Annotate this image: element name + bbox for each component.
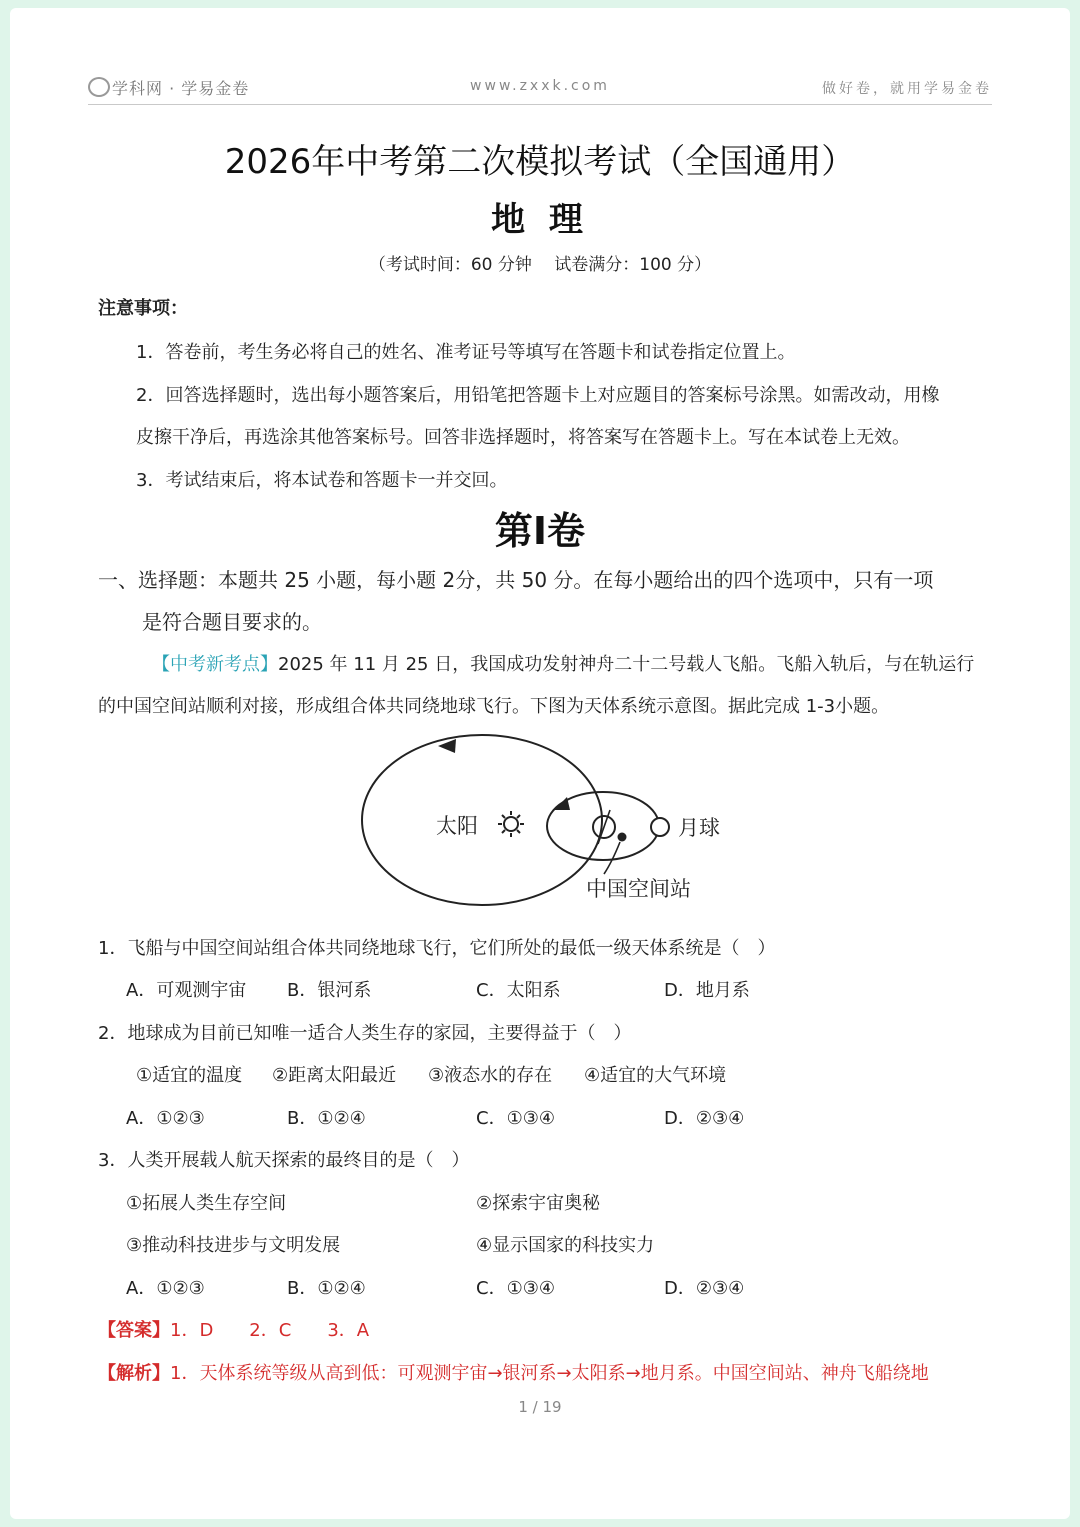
moon-icon	[651, 818, 669, 836]
logo-text: 学科网 · 学易金卷	[112, 79, 250, 98]
notice-item-1: 1．答卷前，考生务必将自己的姓名、准考证号等填写在答题卡和试卷指定位置上。	[136, 342, 796, 363]
question-3-stem: 3．人类开展载人航天探索的最终目的是（ ）	[98, 1150, 470, 1171]
analysis-tag: 【解析】	[98, 1363, 170, 1384]
question-1-option-c: C．太阳系	[476, 980, 561, 1001]
header-slogan: 做好卷，就用学易金卷	[822, 81, 992, 97]
exam-info: （考试时间：60 分钟 试卷满分：100 分）	[368, 255, 712, 275]
question-3-option-d: D．②③④	[664, 1278, 745, 1299]
intro-line-1	[152, 650, 974, 676]
exam-title: 2026年中考第二次模拟考试（全国通用）	[224, 142, 856, 182]
earth-orbit	[362, 735, 602, 905]
question-2-item-3: ③液态水的存在	[428, 1065, 553, 1086]
question-2-option-d: D．②③④	[664, 1108, 745, 1129]
question-1-option-a: A．可观测宇宙	[126, 980, 247, 1001]
intro-line-2: 的中国空间站顺利对接，形成组合体共同绕地球飞行。下图为天体系统示意图。据此完成 1-3小题。	[98, 696, 890, 717]
notice-item-2-cont: 皮擦干净后，再选涂其他答案标号。回答非选择题时，将答案写在答题卡上。写在本试卷上无效。	[136, 427, 910, 448]
page-number: 1 / 19	[518, 1398, 562, 1416]
station-label: 中国空间站	[586, 877, 691, 901]
answer-tag: 【答案】	[98, 1320, 170, 1341]
answer-text: 1．D 2．C 3．A	[170, 1320, 370, 1341]
section-heading-cont: 是符合题目要求的。	[142, 610, 322, 634]
sun-icon	[498, 811, 524, 837]
intro-text-1: 2025 年 11 月 25 日，我国成功发射神舟二十二号载人飞船。飞船入轨后，与在轨运行	[278, 654, 975, 675]
question-2-item-2: ②距离太阳最近	[272, 1065, 397, 1086]
question-3-item-3: ③推动科技进步与文明发展	[126, 1235, 341, 1256]
page-header	[88, 72, 992, 105]
question-2-option-b: B．①②④	[287, 1108, 366, 1129]
question-2-item-1: ①适宜的温度	[136, 1065, 243, 1086]
analysis-line	[98, 1359, 929, 1385]
question-3-option-c: C．①③④	[476, 1278, 555, 1299]
exam-subject: 地 理	[491, 200, 589, 240]
question-2-stem: 2．地球成为目前已知唯一适合人类生存的家园，主要得益于（ ）	[98, 1023, 632, 1044]
question-3-item-4: ④显示国家的科技实力	[476, 1235, 655, 1256]
intro-tag: 【中考新考点】	[152, 654, 278, 675]
question-2-item-4: ④适宜的大气环境	[584, 1065, 727, 1086]
question-3-item-2: ②探索宇宙奥秘	[476, 1193, 601, 1214]
header-url: www.zxxk.com	[470, 78, 610, 94]
volume-heading: 第Ⅰ卷	[494, 509, 586, 553]
sun-label: 太阳	[436, 814, 478, 838]
notice-heading: 注意事项：	[98, 298, 188, 319]
question-2-option-a: A．①②③	[126, 1108, 205, 1129]
question-2-option-c: C．①③④	[476, 1108, 555, 1129]
notice-item-3: 3．考试结束后，将本试卷和答题卡一并交回。	[136, 470, 508, 491]
space-station-icon	[618, 833, 627, 842]
question-1-option-d: D．地月系	[664, 980, 750, 1001]
moon-label: 月球	[678, 816, 720, 840]
answer-line	[98, 1316, 369, 1342]
question-1-stem: 1．飞船与中国空间站组合体共同绕地球飞行，它们所处的最低一级天体系统是（ ）	[98, 938, 776, 959]
notice-item-2: 2．回答选择题时，选出每小题答案后，用铅笔把答题卡上对应题目的答案标号涂黑。如需改动，用橡	[136, 385, 940, 406]
question-3-option-b: B．①②④	[287, 1278, 366, 1299]
question-3-item-1: ①拓展人类生存空间	[126, 1193, 287, 1214]
analysis-text: 1．天体系统等级从高到低：可观测宇宙→银河系→太阳系→地月系。中国空间站、神舟飞船绕地	[170, 1363, 929, 1384]
question-1-option-b: B．银河系	[287, 980, 372, 1001]
question-3-option-a: A．①②③	[126, 1278, 205, 1299]
celestial-system-diagram	[360, 730, 740, 915]
section-heading: 一、选择题：本题共 25 小题，每小题 2分，共 50 分。在每小题给出的四个选项中，只有一项	[98, 568, 934, 592]
